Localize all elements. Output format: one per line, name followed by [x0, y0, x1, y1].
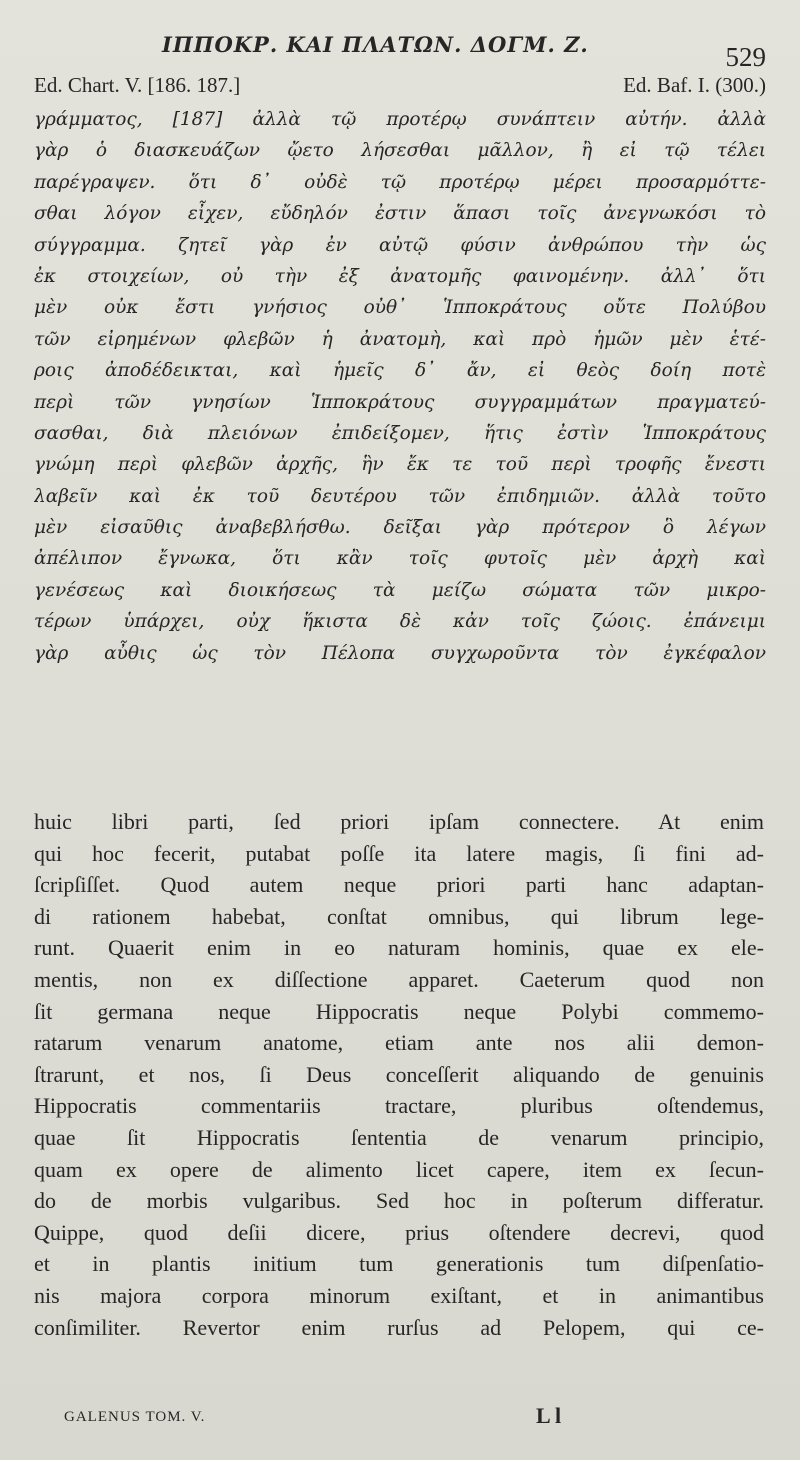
- page-header: [0, 28, 800, 72]
- greek-text-line: γὰρ αὖθις ὡς τὸν Πέλοπα συγχωροῦντα τὸν ἐγκέφαλον: [34, 642, 766, 664]
- latin-text-line: et in plantis initium tum generationis tum diſpenſatio-: [34, 1251, 764, 1277]
- gathering-mark: L l: [536, 1403, 562, 1428]
- greek-text-line: σθαι λόγον εἶχεν, εὔδηλόν ἐστιν ἅπασι τοῖς ἀνεγνωκόσι τὸ: [34, 203, 766, 225]
- greek-text-line: μὲν εἰσαῦθις ἀναβεβλήσθω. δεῖξαι γὰρ πρότερον ὃ λέγων: [34, 517, 766, 539]
- greek-text-line: τῶν εἰρημένων φλεβῶν ἡ ἀνατομὴ, καὶ πρὸ ἡμῶν μὲν ἑτέ-: [34, 328, 766, 350]
- latin-text-line: conſimiliter. Revertor enim rurſus ad Pelopem, qui ce-: [34, 1314, 764, 1340]
- latin-text-line: nis majora corpora minorum exiſtant, et in animantibus: [34, 1282, 764, 1308]
- printer-signature: GALENUS TOM. V.: [64, 1409, 206, 1425]
- greek-text-line: λαβεῖν καὶ ἐκ τοῦ δευτέρου τῶν ἐπιδημιῶν. ἀλλὰ τοῦτο: [34, 485, 766, 507]
- greek-text-line: γράμματος, [187] ἀλλὰ τῷ προτέρῳ συνάπτειν αὐτήν. ἀλλὰ: [34, 109, 766, 130]
- greek-text-line: ἀπέλιπον ἔγνωκα, ὅτι κἂν τοῖς φυτοῖς μὲν ἀρχὴ καὶ: [34, 548, 766, 570]
- greek-text-line: περὶ τῶν γνησίων Ἱπποκράτους συγγραμμάτων πραγματεύ-: [34, 391, 766, 413]
- latin-text-line: mentis, non ex diſſectione apparet. Caeterum quod non: [34, 966, 764, 992]
- latin-text-line: huic libri parti, ſed priori ipſam connectere. At enim: [34, 809, 764, 834]
- greek-text-line: τέρων ὑπάρχει, οὐχ ἥκιστα δὲ κἀν τοῖς ζώοις. ἐπάνειμι: [34, 611, 766, 633]
- greek-text-line: γνώμη περὶ φλεβῶν ἀρχῆς, ἣν ἔκ τε τοῦ περὶ τροφῆς ἔνεστι: [34, 454, 766, 476]
- latin-text-line: ratarum venarum anatome, etiam ante nos alii demon-: [34, 1030, 764, 1056]
- latin-text-column: [34, 806, 764, 1343]
- greek-text-line: ἐκ στοιχείων, οὐ τὴν ἐξ ἀνατομῆς φαινομένην. ἀλλ᾽ ὅτι: [34, 265, 766, 287]
- latin-text-line: ſit germana neque Hippocratis neque Polybi commemo-: [34, 998, 764, 1024]
- greek-text-line: παρέγραψεν. ὅτι δ᾽ οὐδὲ τῷ προτέρῳ μέρει προσαρμόττε-: [34, 171, 766, 193]
- greek-text-line: σασθαι, διὰ πλειόνων ἐπιδείξομεν, ἥτις ἐστὶν Ἱπποκράτους: [34, 422, 766, 444]
- edition-reference-line: [34, 73, 766, 103]
- latin-text-line: Hippocratis commentariis tractare, pluribus oſtendemus,: [34, 1093, 764, 1119]
- latin-text-line: ſcripſiſſet. Quod autem neque priori parti hanc adaptan-: [34, 872, 764, 898]
- latin-text-line: di rationem habebat, conſtat omnibus, qui librum lege-: [34, 903, 764, 929]
- greek-text-line: ροις ἀποδέδεικται, καὶ ἡμεῖς δ᾽ ἄν, εἰ θεὸς δοίη ποτὲ: [34, 360, 766, 382]
- latin-text-line: qui hoc fecerit, putabat poſſe ita latere magis, ſi fini ad-: [34, 840, 764, 866]
- latin-text-line: quam ex opere de alimento licet capere, item ex ſecun-: [34, 1156, 764, 1182]
- greek-text-line: γενέσεως καὶ διοικήσεως τὰ μείζω σώματα τῶν μικρο-: [34, 579, 766, 601]
- latin-text-line: ſtrarunt, et nos, ſi Deus conceſſerit aliquando de genuinis: [34, 1061, 764, 1087]
- latin-text-line: quae ſit Hippocratis ſententia de venarum principio,: [34, 1124, 764, 1150]
- page-footer: [64, 1403, 704, 1433]
- latin-text-line: do de morbis vulgaribus. Sed hoc in poſterum differatur.: [34, 1188, 764, 1214]
- edition-reference-basel: Ed. Baf. I. (300.): [623, 73, 766, 97]
- greek-text-column: [34, 104, 766, 669]
- greek-text-line: σύγγραμμα. ζητεῖ γὰρ ἐν αὐτῷ φύσιν ἀνθρώπου τὴν ὡς: [34, 234, 766, 256]
- running-title: ΙΠΠΟΚΡ. ΚΑΙ ΠΛΑΤΩΝ. ΔΟΓΜ. Ζ.: [162, 32, 589, 57]
- page-number: 529: [725, 42, 766, 72]
- greek-text-line: γὰρ ὁ διασκευάζων ᾤετο λήσεσθαι μᾶλλον, ἢ εἰ τῷ τέλει: [34, 140, 766, 162]
- edition-reference-chartier: Ed. Chart. V. [186. 187.]: [34, 73, 241, 97]
- latin-text-line: runt. Quaerit enim in eo naturam hominis, quae ex ele-: [34, 935, 764, 961]
- latin-text-line: Quippe, quod deſii dicere, prius oſtendere decrevi, quod: [34, 1219, 764, 1245]
- greek-text-line: μὲν οὐκ ἔστι γνήσιος οὐθ᾽ Ἱπποκράτους οὔτε Πολύβου: [34, 297, 766, 319]
